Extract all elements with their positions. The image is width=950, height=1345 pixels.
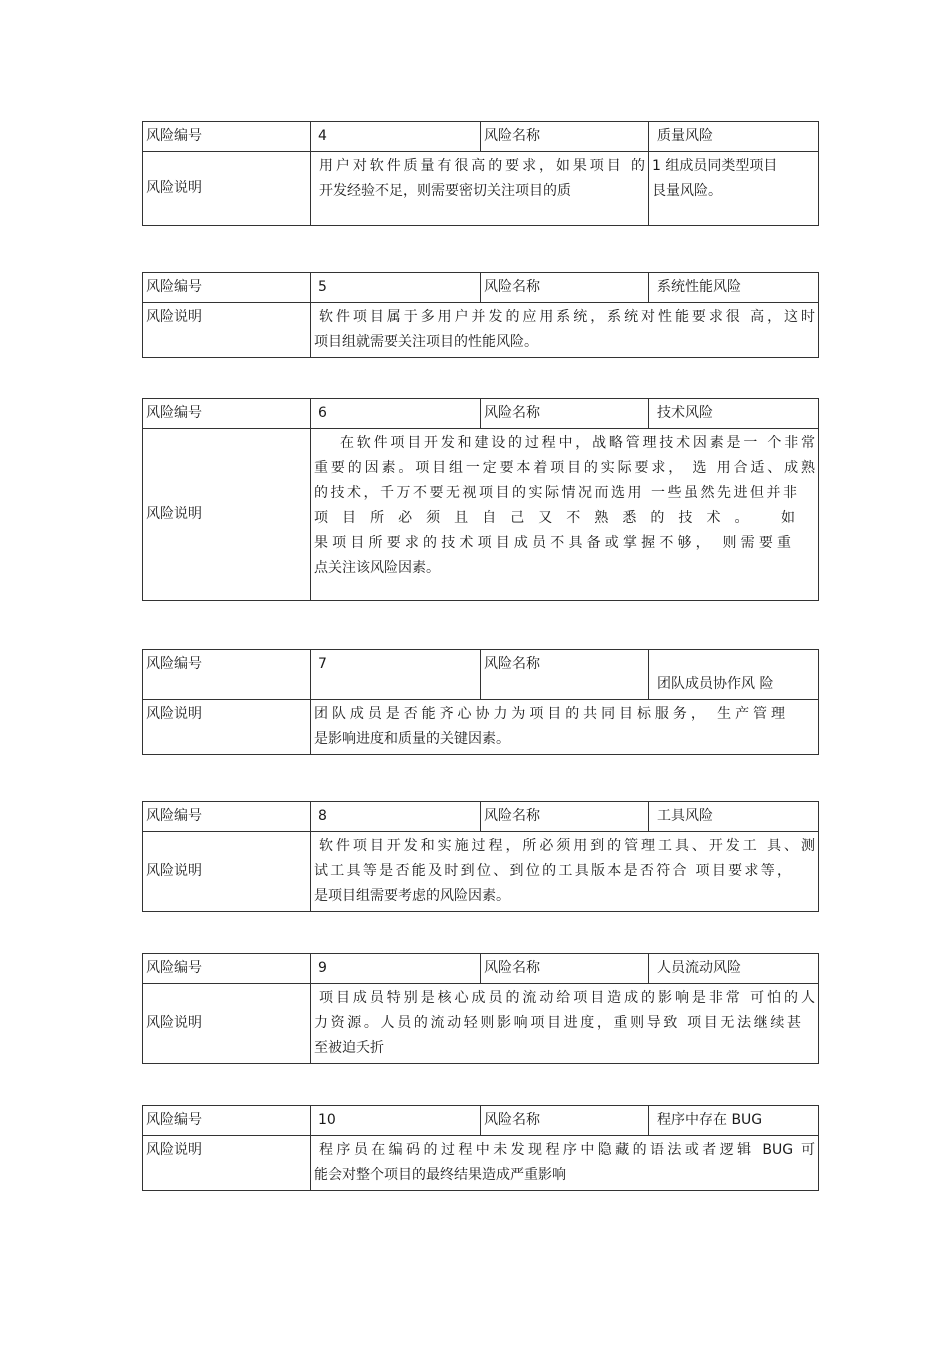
risk-name-label: 风险名称 (481, 122, 649, 152)
desc-line: 开发经验不足，则需要密切关注项目的质 (319, 183, 571, 199)
desc-line: 团队成员是否能齐心协力为项目的共同目标服务， 生产管理 (314, 706, 785, 722)
desc-line: 1 组成员同类型项目 (652, 158, 778, 174)
desc-line: 软件项目开发和实施过程，所必须用到的管理工具、开发工 具、测 (319, 838, 815, 854)
risk-id-value: 7 (311, 650, 481, 700)
desc-line: 力资源。人员的流动轻则影响项目进度，重则导致 项目无法继续甚 (314, 1015, 801, 1031)
desc-line: 能会对整个项目的最终结果造成严重影响 (314, 1167, 566, 1183)
risk-name-label: 风险名称 (481, 650, 649, 700)
risk-name-value: 工具风险 (649, 802, 819, 832)
risk-id-label: 风险编号 (143, 802, 311, 832)
risk-name-label: 风险名称 (481, 273, 649, 303)
risk-table-10 (142, 1105, 819, 1191)
desc-line: 的技术，千万不要无视项目的实际情况而选用 一些虽然先进但并非 (314, 485, 797, 501)
desc-line: 试工具等是否能及时到位、到位的工具版本是否符合 项目要求等， (314, 863, 791, 879)
desc-line: 项目所必须且自己又不熟悉的技术。 如 (314, 510, 795, 526)
risk-name-value: 系统性能风险 (649, 273, 819, 303)
risk-id-label: 风险编号 (143, 954, 311, 984)
risk-desc-label: 风险说明 (143, 832, 311, 912)
risk-id-label: 风险编号 (143, 1106, 311, 1136)
desc-line: 果项目所要求的技术项目成员不具备或掌握不够， 则需要重 (314, 535, 791, 551)
risk-desc-text (311, 429, 819, 601)
desc-line: 项目组就需要关注项目的性能风险。 (314, 334, 538, 350)
risk-name-value: 程序中存在 BUG (649, 1106, 819, 1136)
risk-name-label: 风险名称 (481, 399, 649, 429)
risk-name-value: 团队成员协作风 险 (649, 650, 819, 700)
desc-line: 软件项目属于多用户并发的应用系统，系统对性能要求很 高，这时 (319, 309, 815, 325)
risk-desc-text (311, 303, 819, 358)
desc-line: 项目成员特别是核心成员的流动给项目造成的影响是非常 可怕的人 (319, 990, 815, 1006)
risk-id-value: 4 (311, 122, 481, 152)
desc-line: 用户对软件质量有很高的要求，如果项目 的 (319, 158, 645, 174)
risk-desc-label: 风险说明 (143, 429, 311, 601)
risk-table-7 (142, 649, 819, 755)
risk-id-value: 10 (311, 1106, 481, 1136)
risk-id-label: 风险编号 (143, 650, 311, 700)
risk-name-value: 质量风险 (649, 122, 819, 152)
desc-line: 程序员在编码的过程中未发现程序中隐藏的语法或者逻辑 BUG 可 (319, 1142, 815, 1158)
desc-line: 至被迫夭折 (314, 1040, 384, 1056)
risk-id-label: 风险编号 (143, 273, 311, 303)
risk-id-value: 9 (311, 954, 481, 984)
risk-name-value: 技术风险 (649, 399, 819, 429)
desc-line: 是影响进度和质量的关键因素。 (314, 731, 510, 747)
risk-desc-label: 风险说明 (143, 1136, 311, 1191)
risk-name-label: 风险名称 (481, 802, 649, 832)
desc-line: 是项目组需要考虑的风险因素。 (314, 888, 510, 904)
risk-desc-text (311, 152, 649, 226)
desc-line: 在软件项目开发和建设的过程中，战略管理技术因素是一 个非常 (340, 435, 815, 451)
risk-table-6 (142, 398, 819, 601)
risk-table-9 (142, 953, 819, 1064)
risk-table-4 (142, 121, 819, 226)
risk-desc-text (311, 1136, 819, 1191)
risk-table-5 (142, 272, 819, 358)
risk-name-value: 人员流动风险 (649, 954, 819, 984)
risk-table-8 (142, 801, 819, 912)
risk-id-value: 8 (311, 802, 481, 832)
desc-line: 点关注该风险因素。 (314, 560, 440, 576)
risk-desc-text (311, 984, 819, 1064)
risk-id-label: 风险编号 (143, 122, 311, 152)
risk-name-label: 风险名称 (481, 954, 649, 984)
risk-id-value: 5 (311, 273, 481, 303)
desc-line: 重要的因素。项目组一定要本着项目的实际要求， 选 用合适、成熟 (314, 460, 815, 476)
risk-desc-label: 风险说明 (143, 303, 311, 358)
risk-desc-text (311, 700, 819, 755)
risk-id-value: 6 (311, 399, 481, 429)
risk-desc-label: 风险说明 (143, 700, 311, 755)
risk-name-label: 风险名称 (481, 1106, 649, 1136)
risk-desc-label: 风险说明 (143, 152, 311, 226)
risk-desc-text (311, 832, 819, 912)
desc-line: 艮量风险。 (652, 183, 722, 199)
risk-desc-extra (649, 152, 819, 226)
risk-desc-label: 风险说明 (143, 984, 311, 1064)
risk-id-label: 风险编号 (143, 399, 311, 429)
